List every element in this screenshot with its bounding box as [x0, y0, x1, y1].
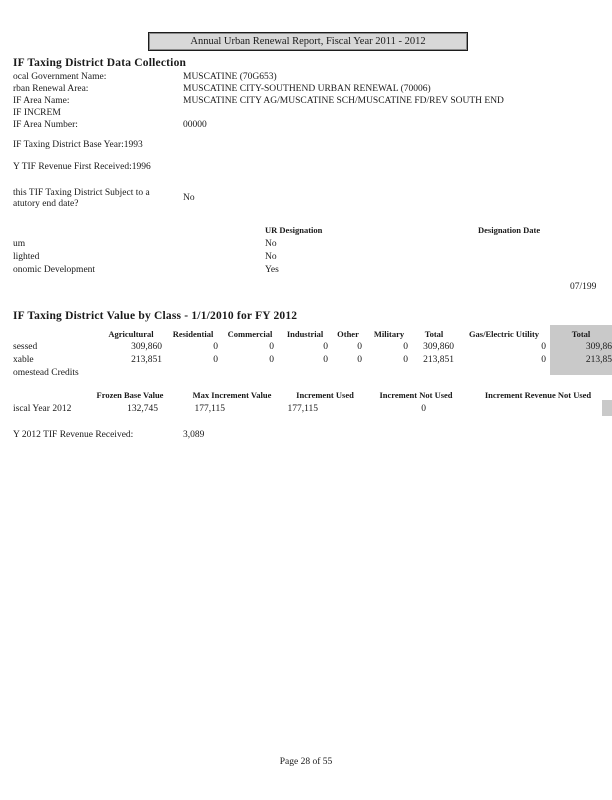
cell-assessed-total-highlighted: 309,86 — [585, 342, 612, 352]
designation-date-header: Designation Date — [478, 225, 541, 235]
cell-increment-used: 177,115 — [287, 404, 318, 414]
cell-increment-not-used: 0 — [421, 404, 426, 414]
row-label-assessed: sessed — [13, 342, 38, 352]
col-header-frozen-base: Frozen Base Value — [96, 390, 164, 400]
col-header-agricultural: Agricultural — [108, 329, 154, 339]
section1-title: IF Taxing District Data Collection — [13, 57, 187, 69]
designation-row-label: onomic Development — [13, 265, 96, 275]
base-year-line: IF Taxing District Base Year:1993 — [13, 140, 143, 150]
revenue-received-value: 3,089 — [183, 430, 205, 440]
col-header-increment-revenue-not-used: Increment Revenue Not Used — [484, 390, 592, 400]
cell-taxable-military: 0 — [403, 355, 408, 365]
cell-assessed-total: 309,860 — [423, 342, 454, 352]
field-value-renewal-area: MUSCATINE CITY-SOUTHEND URBAN RENEWAL (70006) — [183, 84, 431, 94]
cell-taxable-agricultural: 213,851 — [131, 355, 162, 365]
cell-taxable-other: 0 — [357, 355, 362, 365]
field-label-area-number: IF Area Number: — [13, 120, 78, 130]
col-header-gas-electric: Gas/Electric Utility — [468, 329, 540, 339]
col-header-industrial: Industrial — [286, 329, 324, 339]
col-header-total: Total — [424, 329, 444, 339]
cell-assessed-industrial: 0 — [323, 342, 328, 352]
col-header-residential: Residential — [172, 329, 214, 339]
page-number: Page 28 of 55 — [279, 757, 333, 767]
cell-taxable-total-highlighted: 213,85 — [585, 355, 612, 365]
cell-assessed-gas-electric: 0 — [541, 342, 546, 352]
field-value-local-gov: MUSCATINE (70G653) — [183, 72, 277, 82]
designation-row-value: Yes — [265, 265, 279, 275]
col-header-commercial: Commercial — [227, 329, 273, 339]
field-value-area-name: MUSCATINE CITY AG/MUSCATINE SCH/MUSCATINE FD/REV SOUTH END — [183, 96, 504, 106]
field-label-area-name: IF Area Name: — [13, 96, 70, 106]
field-label-local-gov: ocal Government Name: — [13, 72, 107, 82]
cell-taxable-residential: 0 — [213, 355, 218, 365]
cell-frozen-base-value: 132,745 — [127, 404, 158, 414]
edge-highlight — [602, 400, 612, 416]
designation-row-label: lighted — [13, 252, 40, 262]
row-label-taxable: xable — [13, 355, 34, 365]
designation-row-value: No — [265, 252, 277, 262]
field-label-increm: IF INCREM — [13, 108, 61, 118]
col-header-military: Military — [373, 329, 405, 339]
cell-assessed-residential: 0 — [213, 342, 218, 352]
designation-row-value: No — [265, 239, 277, 249]
col-header-other: Other — [337, 329, 359, 339]
cell-assessed-agricultural: 309,860 — [131, 342, 162, 352]
col-header-max-increment: Max Increment Value — [192, 390, 272, 400]
cell-taxable-gas-electric: 0 — [541, 355, 546, 365]
designation-date-value: 07/199 — [570, 282, 597, 292]
first-received-line: Y TIF Revenue First Received:1996 — [13, 162, 151, 172]
cell-taxable-total: 213,851 — [423, 355, 454, 365]
ur-designation-header: UR Designation — [265, 225, 323, 235]
section2-title: IF Taxing District Value by Class - 1/1/2010 for FY 2012 — [13, 310, 298, 322]
report-title: Annual Urban Renewal Report, Fiscal Year 2011 - 2012 — [190, 36, 426, 47]
field-label-renewal-area: rban Renewal Area: — [13, 84, 89, 94]
subject-question-line1: this TIF Taxing District Subject to a — [13, 188, 150, 198]
cell-assessed-commercial: 0 — [269, 342, 274, 352]
cell-assessed-military: 0 — [403, 342, 408, 352]
cell-taxable-commercial: 0 — [269, 355, 274, 365]
row-label-fiscal-year: iscal Year 2012 — [13, 404, 72, 414]
col-header-total-highlighted: Total — [571, 329, 591, 339]
row-label-homestead-credits: omestead Credits — [13, 368, 79, 378]
cell-max-increment-value: 177,115 — [194, 404, 225, 414]
field-value-area-number: 00000 — [183, 120, 207, 130]
col-header-increment-not-used: Increment Not Used — [379, 390, 453, 400]
designation-row-label: um — [13, 239, 26, 249]
subject-question-line2: atutory end date? — [13, 199, 79, 209]
cell-assessed-other: 0 — [357, 342, 362, 352]
report-title-bar — [148, 32, 468, 51]
revenue-received-label: Y 2012 TIF Revenue Received: — [13, 430, 134, 440]
cell-taxable-industrial: 0 — [323, 355, 328, 365]
subject-answer: No — [183, 193, 195, 203]
col-header-increment-used: Increment Used — [296, 390, 354, 400]
